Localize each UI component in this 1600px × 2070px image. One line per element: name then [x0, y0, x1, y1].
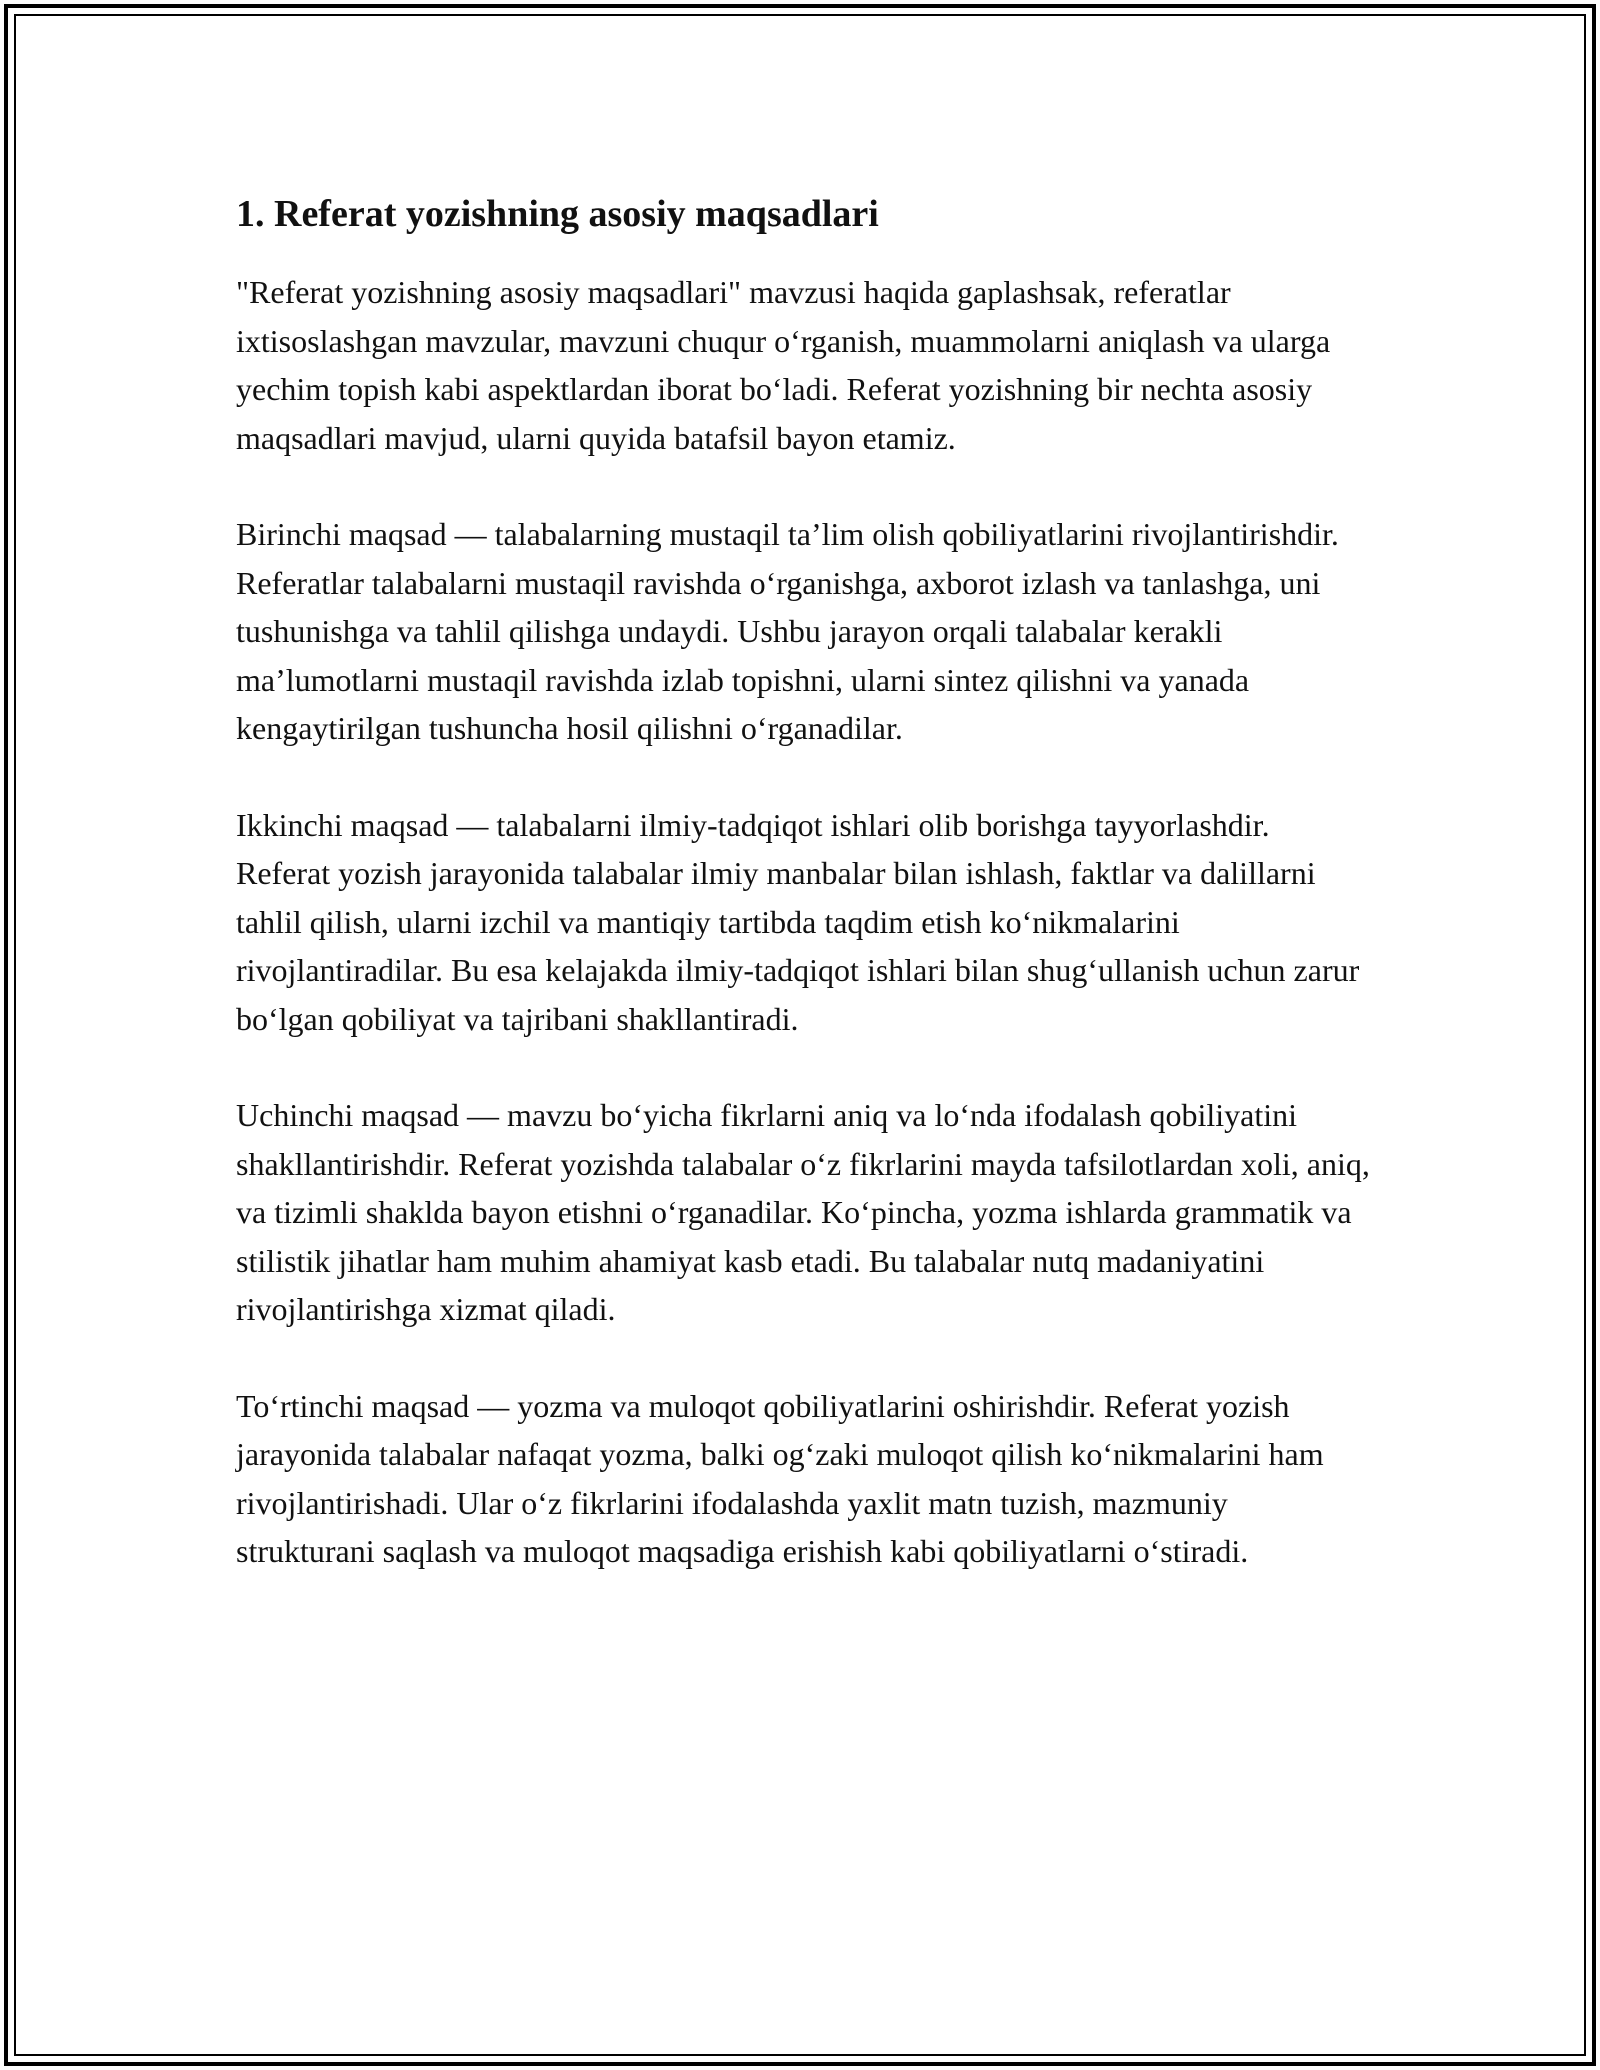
paragraph-intro: "Referat yozishning asosiy maqsadlari" mavzusi haqida gaplashsak, referatlar ixtisoslashgan mavzular, mavzuni chuqur o‘rganish, muammolarni aniqlash va ularga yechim topish kabi aspektlardan iborat bo‘ladi. Referat yozishning bir nechta asosiy maqsadlari mavjud, ularni quyida batafsil bayon etamiz.	[236, 274, 1331, 456]
paragraph-second-goal: Ikkinchi maqsad — talabalarni ilmiy-tadqiqot ishlari olib borishga tayyorlashdir. Referat yozish jarayonida talabalar ilmiy manbalar bilan ishlash, faktlar va dalillarni tahlil qilish, ularni izchil va mantiqiy tartibda taqdim etish ko‘nikmalarini rivojlantiradilar. Bu esa kelajakda ilmiy-tadqiqot ishlari bilan shug‘ullanish uchun zarur bo‘lgan qobiliyat va tajribani shakllantiradi.	[236, 806, 1360, 1037]
paragraph-third-goal: Uchinchi maqsad — mavzu bo‘yicha fikrlarni aniq va lo‘nda ifodalash qobiliyatini shakllantirishdir. Referat yozishda talabalar o‘z fikrlarini mayda tafsilotlardan xoli, aniq, va tizimli shaklda bayon etishni o‘rganadilar. Ko‘pincha, yozma ishlarda grammatik va stilistik jihatlar ham muhim ahamiyat kasb etadi. Bu talabalar nutq madaniyatini rivojlantirishga xizmat qiladi.	[236, 1097, 1370, 1327]
document-content	[236, 188, 1371, 1624]
paragraph-first-goal: Birinchi maqsad — talabalarning mustaqil ta’lim olish qobiliyatlarini rivojlantirishdir. Referatlar talabalarni mustaqil ravishda o‘rganishga, axborot izlash va tanlashga, uni tushunishga va tahlil qilishga undaydi. Ushbu jarayon orqali talabalar kerakli ma’lumotlarni mustaqil ravishda izlab topishni, ularni sintez qilishni va yanada kengaytirilgan tushuncha hosil qilishni o‘rganadilar.	[236, 516, 1339, 746]
paragraph-fourth-goal: To‘rtinchi maqsad — yozma va muloqot qobiliyatlarini oshirishdir. Referat yozish jarayonida talabalar nafaqat yozma, balki og‘zaki muloqot qilish ko‘nikmalarini ham rivojlantirishadi. Ular o‘z fikrlarini ifodalashda yaxlit matn tuzish, mazmuniy strukturani saqlash va muloqot maqsadiga erishish kabi qobiliyatlarni o‘stiradi.	[236, 1387, 1324, 1569]
section-heading: 1. Referat yozishning asosiy maqsadlari	[236, 193, 879, 235]
